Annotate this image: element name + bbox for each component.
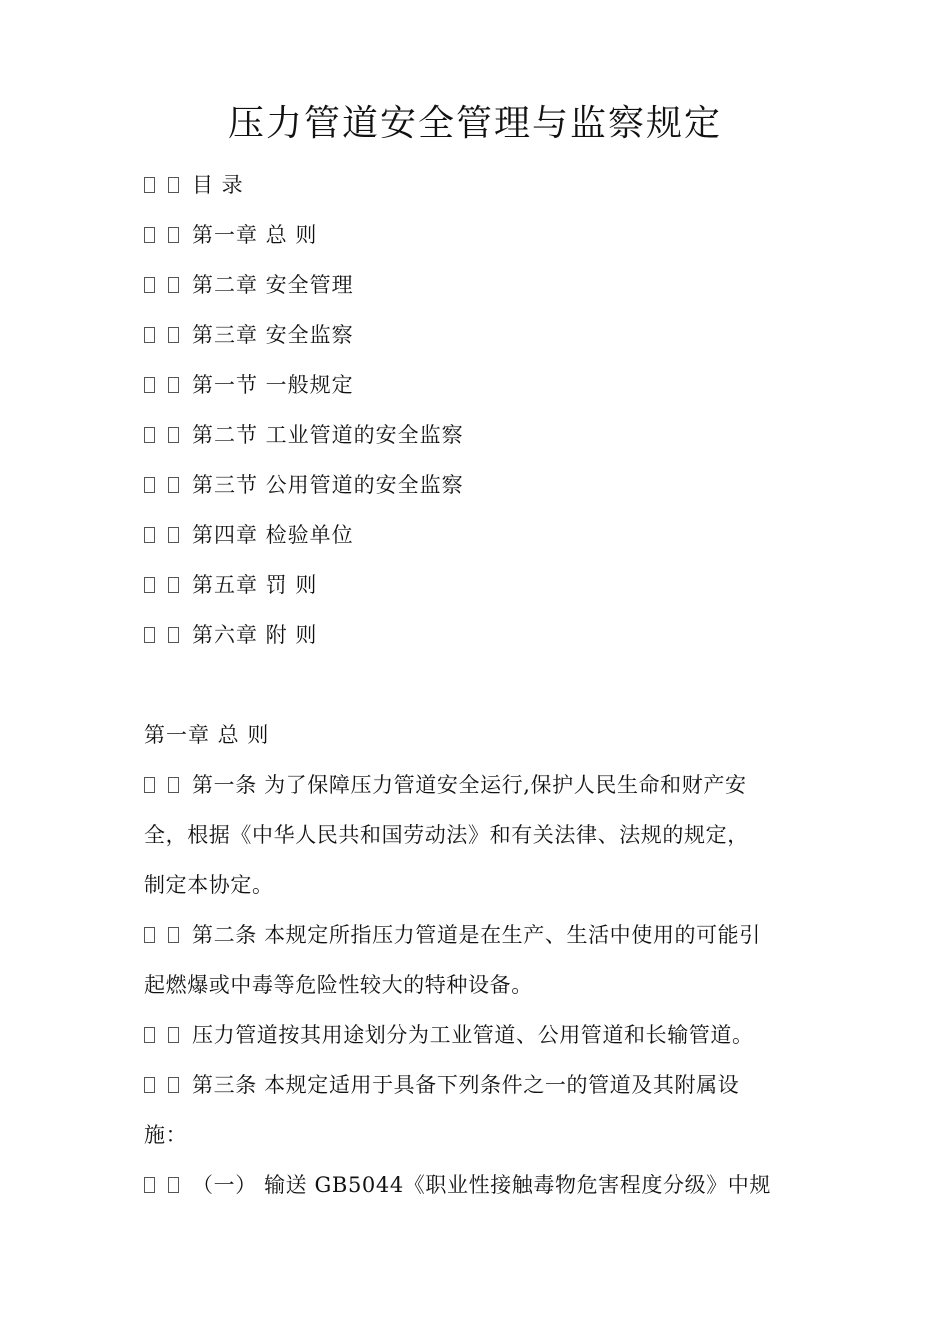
paragraph-line: 起燃爆或中毒等危险性较大的特种设备。 (144, 973, 533, 997)
indent-marker-icon (144, 470, 192, 500)
toc-item: 第三节 公用管道的安全监察 (144, 470, 810, 500)
indent-marker-icon (144, 270, 192, 300)
indent-marker-icon (144, 170, 192, 200)
indent-marker-icon (144, 220, 192, 250)
toc-item: 第三章 安全监察 (144, 320, 810, 350)
indent-marker-icon (144, 770, 192, 800)
indent-marker-icon (144, 520, 192, 550)
indent-marker-icon (144, 570, 192, 600)
paragraph-line: 第一条 为了保障压力管道安全运行,保护人民生命和财产安 (144, 770, 810, 800)
indent-marker-icon (144, 420, 192, 450)
indent-marker-icon (144, 1070, 192, 1100)
paragraph-line: 第三条 本规定适用于具备下列条件之一的管道及其附属设 (144, 1070, 810, 1100)
paragraph-line: 全，根据《中华人民共和国劳动法》和有关法律、法规的规定， (144, 823, 749, 847)
paragraph-line: 制定本协定。 (144, 873, 274, 897)
toc-item: 第四章 检验单位 (144, 520, 810, 550)
indent-marker-icon (144, 920, 192, 950)
toc-item: 第五章 罚 则 (144, 570, 810, 600)
indent-marker-icon (144, 320, 192, 350)
indent-marker-icon (144, 620, 192, 650)
toc-item: 第二节 工业管道的安全监察 (144, 420, 810, 450)
document-title: 压力管道安全管理与监察规定 (227, 103, 722, 144)
toc-item: 第一章 总 则 (144, 220, 810, 250)
chapter-heading: 第一章 总 则 (144, 723, 270, 747)
toc-item: 第一节 一般规定 (144, 370, 810, 400)
paragraph-line: （一） 输送 GB5044《职业性接触毒物危害程度分级》中规 (144, 1170, 810, 1200)
paragraph-line: 施： (144, 1123, 188, 1147)
paragraph-line: 压力管道按其用途划分为工业管道、公用管道和长输管道。 (144, 1020, 810, 1050)
toc-item: 第二章 安全管理 (144, 270, 810, 300)
indent-marker-icon (144, 1020, 192, 1050)
toc-item: 目 录 (144, 170, 810, 200)
indent-marker-icon (144, 370, 192, 400)
paragraph-line: 第二条 本规定所指压力管道是在生产、生活中使用的可能引 (144, 920, 810, 950)
toc-item: 第六章 附 则 (144, 620, 810, 650)
indent-marker-icon (144, 1170, 192, 1200)
